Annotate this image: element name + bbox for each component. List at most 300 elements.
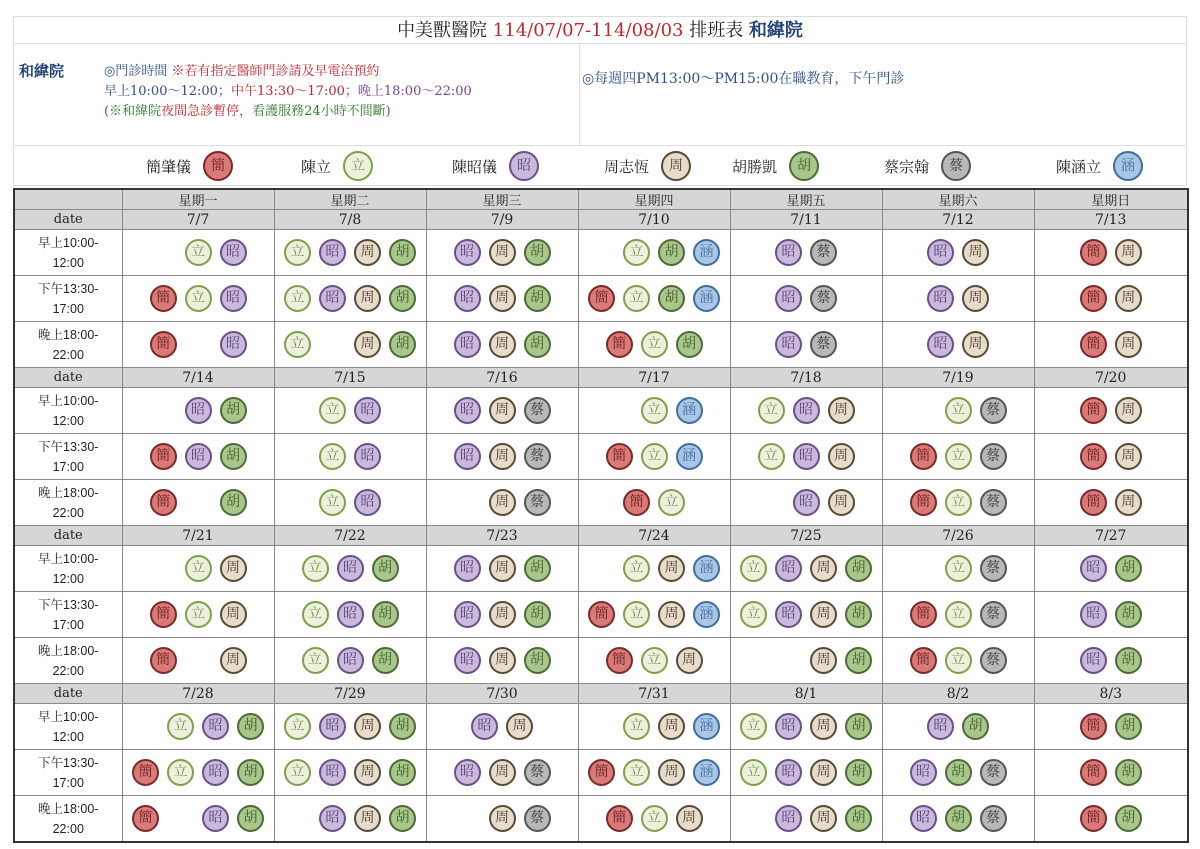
doctor-badge-li: 立 xyxy=(641,805,668,832)
schedule-cell xyxy=(730,276,882,322)
doctor-badge-li: 立 xyxy=(945,601,972,628)
doctor-badge-zhao: 昭 xyxy=(454,647,481,674)
header-corner xyxy=(14,189,122,210)
doctor-badge-jian: 簡 xyxy=(1080,443,1107,470)
time-slot-label: 下午13:30- 17:00 xyxy=(14,592,122,638)
date-cell: 8/3 xyxy=(1034,684,1188,704)
doctor-badge-jian: 簡 xyxy=(606,443,633,470)
doctor-badge-zhou: 周 xyxy=(676,805,703,832)
doctor-badge-li: 立 xyxy=(302,555,329,582)
date-cell: 7/7 xyxy=(122,210,274,230)
schedule-cell xyxy=(274,750,426,796)
date-label: date xyxy=(14,368,122,388)
doctor-badge-jian: 簡 xyxy=(132,759,159,786)
doctor-badge-zhao: 昭 xyxy=(185,443,212,470)
doctor-badge-hu: 胡 xyxy=(1115,759,1142,786)
schedule-cell xyxy=(578,750,730,796)
doctor-badge-zhao: 昭 xyxy=(202,759,229,786)
doctor-badge-hu: 胡 xyxy=(1115,601,1142,628)
date-cell: 7/23 xyxy=(426,526,578,546)
doctor-badge-cai: 蔡 xyxy=(524,443,551,470)
doctor-badge-cai: 蔡 xyxy=(810,239,837,266)
weekday-header: 星期四 xyxy=(578,189,730,210)
schedule-cell xyxy=(1034,276,1188,322)
weekday-header: 星期六 xyxy=(882,189,1034,210)
doctor-badge-zhao: 昭 xyxy=(319,805,346,832)
time-slot-label: 早上10:00- 12:00 xyxy=(14,704,122,750)
schedule-cell xyxy=(730,434,882,480)
doctor-badge-hu: 胡 xyxy=(962,713,989,740)
slot-row xyxy=(14,434,1188,480)
doctor-badge-zhou: 周 xyxy=(676,647,703,674)
thursday-note: ◎每週四PM13:00～PM15:00在職教育，下午門診 xyxy=(582,71,905,87)
schedule-cell xyxy=(1034,638,1188,684)
slot-row xyxy=(14,704,1188,750)
doctor-badge-zhao: 昭 xyxy=(775,239,802,266)
doctor-badge-li: 立 xyxy=(302,647,329,674)
hours-note xyxy=(104,60,380,79)
schedule-cell xyxy=(882,388,1034,434)
doctor-badge-jian: 簡 xyxy=(150,443,177,470)
schedule-cell xyxy=(730,750,882,796)
doctor-badge-zhou: 周 xyxy=(354,285,381,312)
schedule-cell xyxy=(578,796,730,843)
legend-name: 簡肇儀 xyxy=(146,157,192,176)
doctor-badge-hu: 胡 xyxy=(372,601,399,628)
doctor-badge-hu: 胡 xyxy=(524,555,551,582)
doctor-badge-jian: 簡 xyxy=(150,647,177,674)
doctor-badge-zhao: 昭 xyxy=(454,759,481,786)
schedule-cell xyxy=(882,546,1034,592)
date-cell: 7/31 xyxy=(578,684,730,704)
date-cell: 7/30 xyxy=(426,684,578,704)
schedule-cell xyxy=(1034,592,1188,638)
doctor-badge-li: 立 xyxy=(167,759,194,786)
doctor-badge-jian: 簡 xyxy=(588,285,615,312)
schedule-cell xyxy=(426,638,578,684)
doctor-badge-han: 涵 xyxy=(693,555,720,582)
schedule-cell xyxy=(1034,750,1188,796)
doctor-badge-li: 立 xyxy=(319,443,346,470)
schedule-cell xyxy=(274,592,426,638)
doctor-badge-li: 立 xyxy=(623,239,650,266)
date-cell: 7/9 xyxy=(426,210,578,230)
schedule-cell xyxy=(274,638,426,684)
doctor-badge-hu: 胡 xyxy=(372,647,399,674)
date-cell: 8/1 xyxy=(730,684,882,704)
doctor-badge-cai: 蔡 xyxy=(980,759,1007,786)
schedule-cell xyxy=(578,638,730,684)
doctor-badge-hu: 胡 xyxy=(658,285,685,312)
doctor-badge-zhou: 周 xyxy=(489,805,516,832)
doctor-badge-zhao: 昭 xyxy=(337,555,364,582)
doctor-badge-cai: 蔡 xyxy=(941,151,971,181)
doctor-badge-hu: 胡 xyxy=(237,805,264,832)
doctor-badge-zhao: 昭 xyxy=(910,759,937,786)
schedule-cell xyxy=(882,704,1034,750)
doctor-badge-zhao: 昭 xyxy=(1080,601,1107,628)
date-cell: 8/2 xyxy=(882,684,1034,704)
doctor-badge-zhao: 昭 xyxy=(220,285,247,312)
doctor-badge-jian: 簡 xyxy=(910,647,937,674)
doctor-badge-li: 立 xyxy=(740,713,767,740)
doctor-badge-zhao: 昭 xyxy=(220,331,247,358)
doctor-badge-cai: 蔡 xyxy=(980,443,1007,470)
schedule-cell xyxy=(274,434,426,480)
schedule-cell xyxy=(274,276,426,322)
doctor-badge-zhao: 昭 xyxy=(775,805,802,832)
doctor-badge-hu: 胡 xyxy=(1115,647,1142,674)
doctor-badge-zhao: 昭 xyxy=(454,285,481,312)
legend-name: 陳昭儀 xyxy=(452,157,498,176)
legend-name: 陳立 xyxy=(301,157,332,176)
doctor-badge-zhou: 周 xyxy=(354,713,381,740)
doctor-badge-jian: 簡 xyxy=(150,489,177,516)
time-slot-label: 晚上18:00- 22:00 xyxy=(14,480,122,526)
doctor-badge-zhou: 周 xyxy=(828,397,855,424)
doctor-badge-cai: 蔡 xyxy=(524,759,551,786)
doctor-badge-zhou: 周 xyxy=(354,239,381,266)
schedule-cell xyxy=(426,276,578,322)
schedule-cell xyxy=(730,638,882,684)
doctor-badge-cai: 蔡 xyxy=(810,331,837,358)
doctor-badge-zhao: 昭 xyxy=(927,285,954,312)
doctor-badge-zhao: 昭 xyxy=(454,331,481,358)
time-slot-label: 晚上18:00- 22:00 xyxy=(14,796,122,843)
doctor-badge-zhao: 昭 xyxy=(775,285,802,312)
schedule-cell xyxy=(882,592,1034,638)
doctor-badge-jian: 簡 xyxy=(1080,285,1107,312)
date-label: date xyxy=(14,210,122,230)
schedule-cell xyxy=(1034,230,1188,276)
schedule-cell xyxy=(426,546,578,592)
date-cell: 7/17 xyxy=(578,368,730,388)
doctor-badge-li: 立 xyxy=(319,397,346,424)
doctor-badge-jian: 簡 xyxy=(203,151,233,181)
schedule-cell xyxy=(578,388,730,434)
doctor-badge-zhao: 昭 xyxy=(793,443,820,470)
date-cell: 7/14 xyxy=(122,368,274,388)
date-cell: 7/8 xyxy=(274,210,426,230)
weekday-header: 星期三 xyxy=(426,189,578,210)
schedule-cell xyxy=(122,796,274,843)
schedule-cell xyxy=(578,434,730,480)
doctor-badge-jian: 簡 xyxy=(1080,805,1107,832)
doctor-badge-hu: 胡 xyxy=(845,713,872,740)
weekday-header: 星期五 xyxy=(730,189,882,210)
time-slot-label: 下午13:30- 17:00 xyxy=(14,276,122,322)
slot-row xyxy=(14,388,1188,434)
doctor-badge-hu: 胡 xyxy=(389,331,416,358)
date-cell: 7/20 xyxy=(1034,368,1188,388)
doctor-badge-hu: 胡 xyxy=(389,285,416,312)
schedule-cell xyxy=(1034,796,1188,843)
legend-name: 周志恆 xyxy=(604,157,650,176)
emergency-note xyxy=(104,100,391,119)
schedule-cell xyxy=(578,480,730,526)
doctor-badge-li: 立 xyxy=(623,285,650,312)
doctor-badge-zhao: 昭 xyxy=(775,713,802,740)
schedule-cell xyxy=(882,230,1034,276)
doctor-badge-zhou: 周 xyxy=(828,489,855,516)
doctor-badge-li: 立 xyxy=(319,489,346,516)
time-slot-label: 早上10:00- 12:00 xyxy=(14,546,122,592)
schedule-cell xyxy=(426,388,578,434)
doctor-badge-jian: 簡 xyxy=(588,601,615,628)
doctor-badge-jian: 簡 xyxy=(1080,239,1107,266)
notes-divider xyxy=(579,44,580,146)
schedule-cell xyxy=(274,480,426,526)
date-cell: 7/16 xyxy=(426,368,578,388)
doctor-badge-zhou: 周 xyxy=(220,601,247,628)
doctor-badge-li: 立 xyxy=(185,601,212,628)
doctor-badge-li: 立 xyxy=(740,555,767,582)
schedule-cell xyxy=(882,750,1034,796)
doctor-badge-li: 立 xyxy=(945,489,972,516)
schedule-cell xyxy=(1034,704,1188,750)
date-cell: 7/29 xyxy=(274,684,426,704)
schedule-cell xyxy=(426,230,578,276)
date-cell: 7/28 xyxy=(122,684,274,704)
doctor-badge-hu: 胡 xyxy=(676,331,703,358)
doctor-badge-zhou: 周 xyxy=(810,805,837,832)
emergency-b: 夜間急診暫停 xyxy=(161,104,240,119)
schedule-cell xyxy=(426,704,578,750)
doctor-badge-zhao: 昭 xyxy=(910,805,937,832)
doctor-badge-li: 立 xyxy=(945,647,972,674)
schedule-cell xyxy=(122,750,274,796)
doctor-badge-hu: 胡 xyxy=(237,713,264,740)
doctor-badge-han: 涵 xyxy=(693,239,720,266)
legend-name: 蔡宗翰 xyxy=(884,157,930,176)
doctor-badge-jian: 簡 xyxy=(1080,489,1107,516)
doctor-badge-zhou: 周 xyxy=(810,555,837,582)
doctor-badge-zhou: 周 xyxy=(220,647,247,674)
date-cell: 7/21 xyxy=(122,526,274,546)
date-cell: 7/10 xyxy=(578,210,730,230)
doctor-badge-zhou: 周 xyxy=(1115,331,1142,358)
date-cell: 7/26 xyxy=(882,526,1034,546)
doctor-badge-zhao: 昭 xyxy=(927,713,954,740)
schedule-cell xyxy=(730,388,882,434)
schedule-cell xyxy=(730,480,882,526)
doctor-badge-cai: 蔡 xyxy=(524,397,551,424)
doctor-badge-hu: 胡 xyxy=(389,805,416,832)
doctor-badge-zhou: 周 xyxy=(1115,397,1142,424)
doctor-badge-li: 立 xyxy=(284,285,311,312)
slot-row xyxy=(14,322,1188,368)
schedule-cell xyxy=(1034,546,1188,592)
doctor-badge-zhou: 周 xyxy=(1115,285,1142,312)
schedule-cell xyxy=(882,434,1034,480)
doctor-badge-li: 立 xyxy=(945,555,972,582)
doctor-badge-zhao: 昭 xyxy=(454,555,481,582)
doctor-badge-jian: 簡 xyxy=(623,489,650,516)
doctor-badge-jian: 簡 xyxy=(606,805,633,832)
schedule-cell xyxy=(730,546,882,592)
schedule-cell xyxy=(730,704,882,750)
slot-row xyxy=(14,796,1188,843)
doctor-badge-jian: 簡 xyxy=(132,805,159,832)
doctor-badge-zhao: 昭 xyxy=(1080,647,1107,674)
hours-label: ◎門診時間 xyxy=(104,64,168,79)
doctor-badge-cai: 蔡 xyxy=(980,601,1007,628)
doctor-badge-jian: 簡 xyxy=(910,601,937,628)
doctor-badge-jian: 簡 xyxy=(910,443,937,470)
page-title xyxy=(13,16,1187,44)
schedule-cell xyxy=(578,592,730,638)
doctor-badge-hu: 胡 xyxy=(389,713,416,740)
legend-item-li xyxy=(301,150,377,182)
noon-hours: 中午13:30～17:00； xyxy=(230,84,358,99)
doctor-badge-zhao: 昭 xyxy=(775,759,802,786)
doctor-badge-jian: 簡 xyxy=(1080,759,1107,786)
doctor-badge-zhou: 周 xyxy=(810,647,837,674)
doctor-badge-cai: 蔡 xyxy=(980,489,1007,516)
doctor-badge-zhou: 周 xyxy=(1115,239,1142,266)
doctor-badge-hu: 胡 xyxy=(845,759,872,786)
schedule-cell xyxy=(274,230,426,276)
branch-name: 和緯院 xyxy=(19,62,65,80)
doctor-badge-li: 立 xyxy=(284,713,311,740)
doctor-badge-han: 涵 xyxy=(676,397,703,424)
doctor-badge-hu: 胡 xyxy=(658,239,685,266)
time-slot-label: 晚上18:00- 22:00 xyxy=(14,638,122,684)
doctor-badge-hu: 胡 xyxy=(237,759,264,786)
doctor-badge-zhou: 周 xyxy=(489,647,516,674)
schedule-cell xyxy=(122,230,274,276)
date-cell: 7/11 xyxy=(730,210,882,230)
doctor-badge-li: 立 xyxy=(185,285,212,312)
doctor-badge-hu: 胡 xyxy=(389,239,416,266)
notes-panel xyxy=(13,44,1187,146)
title-label: 排班表 xyxy=(689,20,744,41)
doctor-badge-li: 立 xyxy=(758,443,785,470)
time-slot-label: 早上10:00- 12:00 xyxy=(14,388,122,434)
doctor-badge-zhou: 周 xyxy=(489,555,516,582)
time-slot-label: 下午13:30- 17:00 xyxy=(14,750,122,796)
doctor-badge-hu: 胡 xyxy=(945,759,972,786)
doctor-badge-li: 立 xyxy=(302,601,329,628)
doctor-badge-li: 立 xyxy=(641,331,668,358)
weekday-header: 星期二 xyxy=(274,189,426,210)
doctor-badge-zhou: 周 xyxy=(661,151,691,181)
date-range: 114/07/07-114/08/03 xyxy=(492,20,684,41)
date-cell: 7/18 xyxy=(730,368,882,388)
doctor-badge-hu: 胡 xyxy=(1115,805,1142,832)
doctor-badge-zhao: 昭 xyxy=(337,601,364,628)
schedule-cell xyxy=(578,230,730,276)
appointment-note: ※若有指定醫師門診請及早電洽預約 xyxy=(171,64,380,79)
schedule-cell xyxy=(730,230,882,276)
doctor-badge-zhao: 昭 xyxy=(454,601,481,628)
doctor-badge-zhou: 周 xyxy=(810,759,837,786)
doctor-badge-hu: 胡 xyxy=(220,397,247,424)
schedule-cell xyxy=(1034,322,1188,368)
doctor-badge-li: 立 xyxy=(284,759,311,786)
doctor-badge-zhao: 昭 xyxy=(220,239,247,266)
schedule-cell xyxy=(122,276,274,322)
doctor-badge-cai: 蔡 xyxy=(980,647,1007,674)
doctor-badge-hu: 胡 xyxy=(845,647,872,674)
doctor-badge-hu: 胡 xyxy=(524,239,551,266)
doctor-badge-li: 立 xyxy=(623,759,650,786)
doctor-badge-zhou: 周 xyxy=(220,555,247,582)
schedule-cell xyxy=(122,322,274,368)
doctor-badge-han: 涵 xyxy=(693,759,720,786)
date-cell: 7/12 xyxy=(882,210,1034,230)
schedule-cell xyxy=(274,796,426,843)
schedule-cell xyxy=(882,796,1034,843)
doctor-badge-zhao: 昭 xyxy=(793,397,820,424)
schedule-cell xyxy=(426,322,578,368)
doctor-badge-li: 立 xyxy=(185,239,212,266)
doctor-badge-jian: 簡 xyxy=(1080,713,1107,740)
legend-item-zhou xyxy=(604,150,695,182)
night-hours: 晚上18:00～22:00 xyxy=(357,84,472,99)
doctor-badge-hu: 胡 xyxy=(1115,713,1142,740)
legend-name: 胡勝凱 xyxy=(732,157,778,176)
doctor-badge-jian: 簡 xyxy=(150,285,177,312)
doctor-badge-zhou: 周 xyxy=(810,601,837,628)
schedule-cell xyxy=(426,592,578,638)
doctor-badge-zhou: 周 xyxy=(506,713,533,740)
doctor-badge-zhou: 周 xyxy=(1115,443,1142,470)
doctor-badge-zhao: 昭 xyxy=(319,239,346,266)
date-cell: 7/27 xyxy=(1034,526,1188,546)
doctor-badge-zhao: 昭 xyxy=(319,285,346,312)
doctor-badge-hu: 胡 xyxy=(389,759,416,786)
schedule-cell xyxy=(882,322,1034,368)
doctor-badge-li: 立 xyxy=(641,647,668,674)
legend-item-han xyxy=(1056,150,1147,182)
schedule-cell xyxy=(274,546,426,592)
date-cell: 7/19 xyxy=(882,368,1034,388)
schedule-cell xyxy=(578,322,730,368)
doctor-badge-li: 立 xyxy=(284,331,311,358)
doctor-badge-hu: 胡 xyxy=(372,555,399,582)
doctor-badge-jian: 簡 xyxy=(910,489,937,516)
doctor-badge-zhou: 周 xyxy=(354,805,381,832)
doctor-badge-li: 立 xyxy=(185,555,212,582)
schedule-cell xyxy=(1034,480,1188,526)
date-cell: 7/25 xyxy=(730,526,882,546)
title-branch: 和緯院 xyxy=(748,20,803,41)
doctor-badge-zhao: 昭 xyxy=(454,239,481,266)
doctor-badge-zhao: 昭 xyxy=(319,759,346,786)
doctor-badge-zhou: 周 xyxy=(658,759,685,786)
slot-row xyxy=(14,230,1188,276)
doctor-badge-li: 立 xyxy=(623,601,650,628)
date-label: date xyxy=(14,684,122,704)
doctor-badge-hu: 胡 xyxy=(220,489,247,516)
doctor-badge-hu: 胡 xyxy=(524,331,551,358)
doctor-badge-zhou: 周 xyxy=(489,239,516,266)
doctor-badge-zhao: 昭 xyxy=(454,443,481,470)
doctor-badge-li: 立 xyxy=(945,443,972,470)
schedule-cell xyxy=(274,388,426,434)
doctor-badge-han: 涵 xyxy=(1113,151,1143,181)
weekday-header: 星期日 xyxy=(1034,189,1188,210)
schedule-cell xyxy=(426,480,578,526)
doctor-badge-zhao: 昭 xyxy=(337,647,364,674)
weekday-header: 星期一 xyxy=(122,189,274,210)
schedule-cell xyxy=(730,592,882,638)
doctor-badge-zhao: 昭 xyxy=(793,489,820,516)
schedule-cell xyxy=(122,434,274,480)
doctor-badge-hu: 胡 xyxy=(845,601,872,628)
legend-item-jian xyxy=(146,150,237,182)
